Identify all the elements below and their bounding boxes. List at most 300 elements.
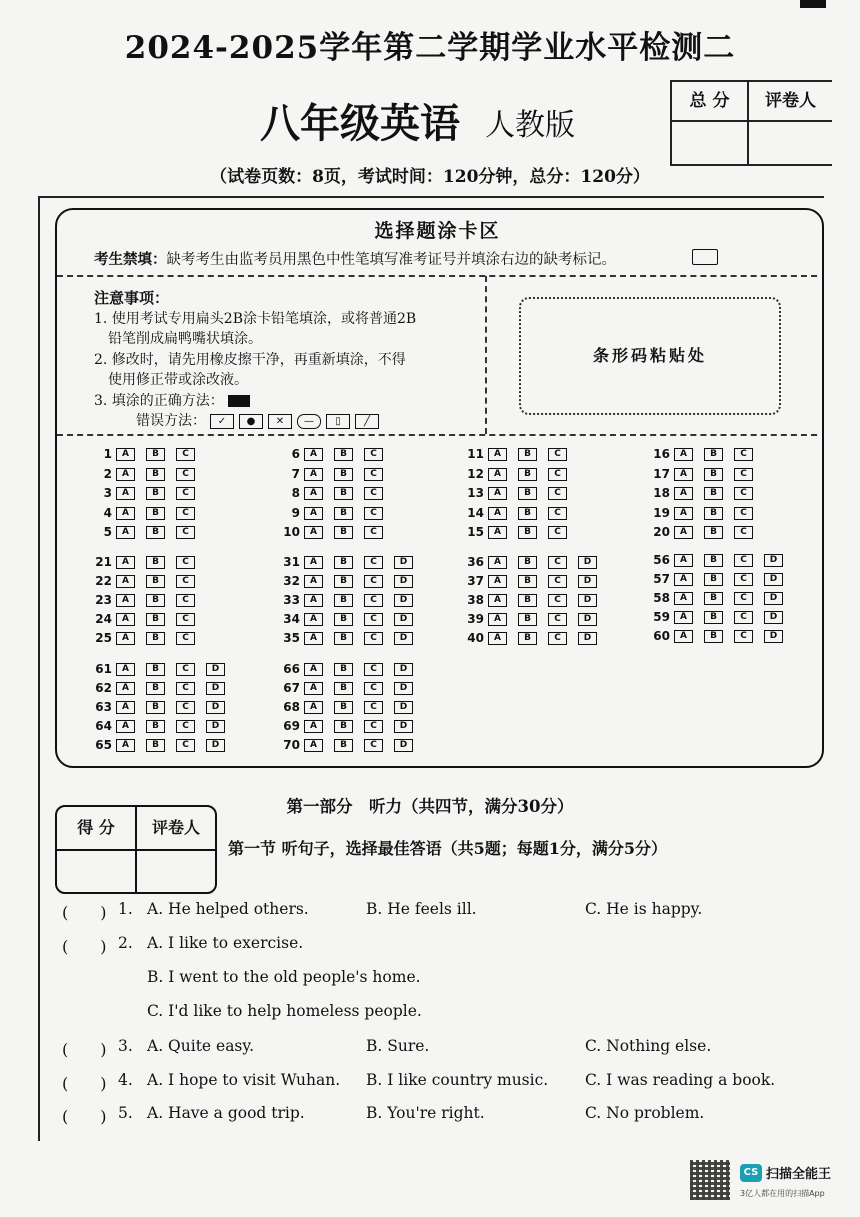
bubble-d[interactable]: D [764,592,783,605]
correct-method-row [94,391,416,412]
answer-row-7 [278,467,394,481]
bubble-d[interactable]: D [764,573,783,586]
bubble-d[interactable]: D [394,739,413,752]
answer-row-number: 4 [103,505,112,520]
answer-row-number: 68 [283,700,300,714]
bubble-b[interactable]: B [704,468,723,481]
answer-row-number: 70 [283,738,300,752]
bubble-a[interactable]: A [116,739,135,752]
answer-row-18 [648,486,764,500]
bubble-d[interactable]: D [578,613,597,626]
answer-row-number: 19 [653,505,670,520]
answer-row-number: 33 [283,593,300,607]
note-line: 铅笔削成扁鸭嘴状填涂。 [108,331,262,347]
bubble-c[interactable]: C [548,575,567,588]
answer-row-37 [462,574,608,588]
bubble-b[interactable]: B [334,487,353,500]
bubble-c[interactable]: C [364,720,383,733]
bubble-d[interactable]: D [206,720,225,733]
bubble-c[interactable]: C [548,526,567,539]
bubble-a[interactable]: A [116,556,135,569]
bubble-c[interactable]: C [548,556,567,569]
answer-row-number: 20 [653,525,670,539]
bubble-a[interactable]: A [304,448,323,461]
answer-row-20 [648,525,764,539]
answer-paren[interactable]: ( ) [62,903,107,922]
bubble-b[interactable]: B [146,632,165,645]
answer-row-number: 57 [653,572,670,586]
bubble-a[interactable]: A [304,663,323,676]
option-c: C. He is happy. [585,900,703,918]
bubble-c[interactable]: C [734,468,753,481]
bubble-b[interactable]: B [704,448,723,461]
bubble-b[interactable]: B [334,507,353,520]
bubble-b[interactable]: B [334,448,353,461]
divider [57,434,817,436]
answer-row-68 [278,700,424,714]
wrong-method-row [94,411,416,432]
answer-row-58 [648,591,794,605]
bubble-a[interactable]: A [304,682,323,695]
answer-row-number: 12 [467,466,484,481]
bubble-b[interactable]: B [146,448,165,461]
bubble-b[interactable]: B [704,507,723,520]
bubble-a[interactable]: A [674,573,693,586]
note-line: 1. 使用考试专用扁头2B涂卡铅笔填涂，或将普通2B [94,310,417,327]
option-a: A. Have a good trip. [147,1104,305,1122]
bubble-b[interactable]: B [146,526,165,539]
answer-row-number: 58 [653,591,670,605]
bubble-a[interactable]: A [674,554,693,567]
option-a: A. I like to exercise. [147,934,304,952]
bubble-c[interactable]: C [364,594,383,607]
bubble-b[interactable]: B [704,630,723,643]
bubble-a[interactable]: A [116,663,135,676]
bubble-c[interactable]: C [176,739,195,752]
answer-row-11 [462,447,578,461]
bubble-a[interactable]: A [116,526,135,539]
bubble-c[interactable]: C [176,526,195,539]
bubble-a[interactable]: A [674,592,693,605]
answer-row-56 [648,553,794,567]
bubble-b[interactable]: B [146,468,165,481]
answer-paren[interactable]: ( ) [62,1107,107,1126]
exam-edition: 人教版 [485,108,575,143]
bubble-c[interactable]: C [734,526,753,539]
bubble-c[interactable]: C [176,701,195,714]
answer-row-number: 61 [95,662,112,676]
filling-notes [94,288,416,432]
bubble-a[interactable]: A [488,632,507,645]
answer-row-number: 40 [467,631,484,645]
answer-row-21 [90,555,206,569]
bubble-c[interactable]: C [176,468,195,481]
bubble-c[interactable]: C [364,613,383,626]
answer-row-number: 63 [95,700,112,714]
answer-row-10 [278,525,394,539]
bubble-d[interactable]: D [578,632,597,645]
answer-row-number: 59 [653,610,670,624]
bubble-a[interactable]: A [304,575,323,588]
bubble-d[interactable]: D [394,720,413,733]
barcode-area: 条形码粘贴处 [519,297,781,415]
answer-row-number: 16 [653,447,670,461]
bubble-c[interactable]: C [364,487,383,500]
bubble-d[interactable]: D [206,701,225,714]
answer-row-number: 14 [467,505,484,520]
bubble-c[interactable]: C [734,630,753,643]
absent-warning-text: 缺考考生由监考员用黑色中性笔填写准考证号并填涂右边的缺考标记。 [166,252,616,268]
bubble-b[interactable]: B [146,613,165,626]
answer-row-67 [278,681,424,695]
bubble-b[interactable]: B [334,720,353,733]
answer-row-8 [278,486,394,500]
answer-row-number: 66 [283,662,300,676]
bubble-a[interactable]: A [304,526,323,539]
bubble-b[interactable]: B [334,556,353,569]
bubble-a[interactable]: A [674,526,693,539]
answer-row-number: 69 [283,719,300,733]
bubble-c[interactable]: C [364,663,383,676]
answer-row-number: 36 [467,555,484,569]
bubble-b[interactable]: B [146,487,165,500]
bubble-c[interactable]: C [364,448,383,461]
bubble-a[interactable]: A [674,630,693,643]
bubble-d[interactable]: D [206,663,225,676]
bubble-c[interactable]: C [176,682,195,695]
answer-row-16 [648,447,764,461]
bubble-c[interactable]: C [734,592,753,605]
answer-row-12 [462,467,578,481]
bubble-a[interactable]: A [116,701,135,714]
bubble-a[interactable]: A [488,526,507,539]
bubble-b[interactable]: B [518,556,537,569]
slash-icon: ╱ [355,414,379,429]
answer-row-57 [648,572,794,586]
bubble-a[interactable]: A [116,632,135,645]
answer-row-64 [90,719,236,733]
subsection-title: 第一节 听句子，选择最佳答语（共5题；每题1分，满分5分） [228,839,667,858]
bubble-b[interactable]: B [146,663,165,676]
bubble-b[interactable]: B [334,526,353,539]
answer-row-69 [278,719,424,733]
bubble-b[interactable]: B [334,575,353,588]
bubble-c[interactable]: C [176,556,195,569]
bubble-c[interactable]: C [548,507,567,520]
bubble-c[interactable]: C [364,701,383,714]
bubble-a[interactable]: A [304,507,323,520]
option-c: C. No problem. [585,1104,705,1122]
answer-row-number: 67 [283,681,300,695]
bubble-c[interactable]: C [548,468,567,481]
bubble-c[interactable]: C [734,554,753,567]
answer-row-number: 62 [95,681,112,695]
bubble-c[interactable]: C [364,739,383,752]
bubble-b[interactable]: B [704,611,723,624]
bubble-c[interactable]: C [176,487,195,500]
bubble-b[interactable]: B [334,594,353,607]
answer-row-number: 32 [283,574,300,588]
answer-row-number: 15 [467,525,484,539]
answer-row-63 [90,700,236,714]
bubble-a[interactable]: A [304,632,323,645]
answer-row-1 [90,447,206,461]
bubble-d[interactable]: D [578,556,597,569]
notes-title: 注意事项： [94,289,170,307]
qr-code [690,1160,730,1200]
answer-row-5 [90,525,206,539]
bubble-c[interactable]: C [176,663,195,676]
bubble-b[interactable]: B [518,594,537,607]
exam-info: （试卷页数：8页，考试时间：120分钟，总分：120分） [210,167,650,187]
bubble-b[interactable]: B [518,575,537,588]
absent-mark-box[interactable] [692,249,718,265]
bubble-b[interactable]: B [146,556,165,569]
bubble-c[interactable]: C [734,487,753,500]
answer-row-number: 65 [95,738,112,752]
bubble-d[interactable]: D [394,682,413,695]
answer-row-number: 7 [291,466,300,481]
bubble-b[interactable]: B [146,682,165,695]
bubble-c[interactable]: C [364,632,383,645]
answer-row-15 [462,525,578,539]
bubble-c[interactable]: C [364,556,383,569]
bubble-b[interactable]: B [334,739,353,752]
bubble-d[interactable]: D [394,594,413,607]
bubble-a[interactable]: A [304,594,323,607]
bubble-b[interactable]: B [334,632,353,645]
answer-paren[interactable]: ( ) [62,1040,107,1059]
answer-row-number: 39 [467,612,484,626]
answer-row-number: 8 [291,486,300,500]
bubble-b[interactable]: B [518,632,537,645]
bubble-d[interactable]: D [206,682,225,695]
answer-row-number: 25 [95,631,112,645]
bubble-a[interactable]: A [304,556,323,569]
bubble-c[interactable]: C [176,613,195,626]
bubble-b[interactable]: B [518,613,537,626]
bubble-b[interactable]: B [146,594,165,607]
answer-row-38 [462,593,608,607]
answer-row-22 [90,574,206,588]
bubble-c[interactable]: C [176,575,195,588]
page-frame-top [38,196,824,201]
bubble-a[interactable]: A [304,613,323,626]
answer-row-number: 1 [103,447,112,461]
answer-row-25 [90,631,206,645]
answer-row-62 [90,681,236,695]
bubble-a[interactable]: A [116,613,135,626]
bubble-b[interactable]: B [704,526,723,539]
grader-label: 评卷人 [749,82,832,122]
bubble-a[interactable]: A [488,613,507,626]
bubble-b[interactable]: B [704,592,723,605]
answer-row-14 [462,506,578,520]
bubble-b[interactable]: B [518,507,537,520]
bubble-a[interactable]: A [674,487,693,500]
bubble-d[interactable]: D [394,663,413,676]
bubble-a[interactable]: A [116,448,135,461]
note-line: 3. 填涂的正确方法： [94,392,224,409]
bubble-d[interactable]: D [764,554,783,567]
answer-row-61 [90,662,236,676]
bubble-b[interactable]: B [146,701,165,714]
bubble-a[interactable]: A [488,468,507,481]
bubble-c[interactable]: C [548,632,567,645]
bubble-d[interactable]: D [394,613,413,626]
note-line: 错误方法： [136,413,206,429]
bubble-b[interactable]: B [704,487,723,500]
bubble-a[interactable]: A [674,611,693,624]
option-b: B. Sure. [366,1037,430,1055]
bubble-d[interactable]: D [578,594,597,607]
bubble-a[interactable]: A [116,468,135,481]
bubble-d[interactable]: D [394,556,413,569]
bubble-d[interactable]: D [764,630,783,643]
answer-row-number: 5 [103,525,112,539]
answer-row-number: 2 [103,466,112,481]
bubble-a[interactable]: A [304,487,323,500]
bubble-c[interactable]: C [364,468,383,481]
bubble-c[interactable]: C [734,448,753,461]
bubble-b[interactable]: B [518,487,537,500]
bubble-a[interactable]: A [488,556,507,569]
bubble-c[interactable]: C [548,613,567,626]
bubble-a[interactable]: A [116,594,135,607]
bubble-b[interactable]: B [518,526,537,539]
absent-warning [94,248,616,269]
bubble-c[interactable]: C [734,611,753,624]
bubble-b[interactable]: B [334,613,353,626]
bubble-a[interactable]: A [304,720,323,733]
bubble-c[interactable]: C [364,507,383,520]
bubble-a[interactable]: A [304,739,323,752]
total-score-label: 总 分 [672,82,749,122]
option-c: C. I'd like to help homeless people. [147,1002,422,1020]
bubble-c[interactable]: C [548,487,567,500]
answer-row-number: 60 [653,629,670,643]
bubble-c[interactable]: C [176,720,195,733]
bubble-a[interactable]: A [674,448,693,461]
question-number: 4. [118,1071,133,1089]
bubble-c[interactable]: C [176,507,195,520]
bubble-a[interactable]: A [116,487,135,500]
bubble-c[interactable]: C [734,507,753,520]
bubble-c[interactable]: C [364,682,383,695]
bubble-b[interactable]: B [146,720,165,733]
answer-row-19 [648,506,764,520]
bubble-a[interactable]: A [488,448,507,461]
bubble-c[interactable]: C [364,575,383,588]
bubble-b[interactable]: B [334,468,353,481]
answer-row-9 [278,506,394,520]
bubble-b[interactable]: B [146,739,165,752]
bubble-b[interactable]: B [704,573,723,586]
half-fill-icon: ▯ [326,414,350,429]
dot-icon: ● [239,414,263,429]
option-c: C. I was reading a book. [585,1071,776,1089]
answer-paren[interactable]: ( ) [62,937,107,956]
answer-paren[interactable]: ( ) [62,1074,107,1093]
bubble-d[interactable]: D [764,611,783,624]
bubble-c[interactable]: C [176,448,195,461]
answer-row-number: 23 [95,593,112,607]
bubble-a[interactable]: A [304,468,323,481]
note-line: 使用修正带或涂改液。 [108,372,248,388]
bubble-b[interactable]: B [518,448,537,461]
bubble-d[interactable]: D [394,632,413,645]
answer-row-number: 17 [653,466,670,481]
bubble-c[interactable]: C [364,526,383,539]
answer-row-24 [90,612,206,626]
bubble-d[interactable]: D [394,701,413,714]
answer-row-number: 22 [95,574,112,588]
answer-row-number: 31 [283,555,300,569]
camscanner-name: 扫描全能王 [766,1167,832,1182]
option-c: C. Nothing else. [585,1037,712,1055]
answer-row-number: 18 [653,486,670,500]
bubble-b[interactable]: B [518,468,537,481]
answer-row-60 [648,629,794,643]
exam-subject-title: 八年级英语 [260,100,460,147]
bubble-a[interactable]: A [674,468,693,481]
bubble-b[interactable]: B [704,554,723,567]
note-line: 2. 修改时，请先用橡皮擦干净，再重新填涂，不得 [94,351,406,368]
bubble-c[interactable]: C [176,594,195,607]
bubble-a[interactable]: A [116,507,135,520]
answer-row-65 [90,738,236,752]
bubble-b[interactable]: B [146,575,165,588]
bubble-a[interactable]: A [304,701,323,714]
ellipse-icon: — [297,414,321,429]
bubble-b[interactable]: B [334,682,353,695]
bubble-b[interactable]: B [334,663,353,676]
option-b: B. He feels ill. [366,900,477,918]
bubble-a[interactable]: A [116,575,135,588]
bubble-c[interactable]: C [548,448,567,461]
section-grader-table [55,805,217,894]
answer-row-number: 34 [283,612,300,626]
bubble-d[interactable]: D [578,575,597,588]
bubble-a[interactable]: A [116,682,135,695]
bubble-a[interactable]: A [674,507,693,520]
total-score-table [670,80,832,166]
option-a: A. He helped others. [147,900,309,918]
bubble-b[interactable]: B [334,701,353,714]
page-frame-left [38,196,40,1141]
answer-row-3 [90,486,206,500]
answer-row-number: 38 [467,593,484,607]
bubble-d[interactable]: D [206,739,225,752]
bubble-c[interactable]: C [176,632,195,645]
answer-row-34 [278,612,424,626]
bubble-a[interactable]: A [488,507,507,520]
bubble-a[interactable]: A [488,487,507,500]
bubble-b[interactable]: B [146,507,165,520]
answer-row-number: 64 [95,719,112,733]
answer-card-title: 选择题涂卡区 [374,220,501,242]
bubble-c[interactable]: C [548,594,567,607]
bubble-a[interactable]: A [116,720,135,733]
bubble-a[interactable]: A [488,575,507,588]
answer-row-number: 37 [467,574,484,588]
bubble-c[interactable]: C [734,573,753,586]
divider [57,275,817,277]
answer-row-40 [462,631,608,645]
bubble-a[interactable]: A [488,594,507,607]
option-a: A. I hope to visit Wuhan. [147,1071,341,1089]
bubble-d[interactable]: D [394,575,413,588]
